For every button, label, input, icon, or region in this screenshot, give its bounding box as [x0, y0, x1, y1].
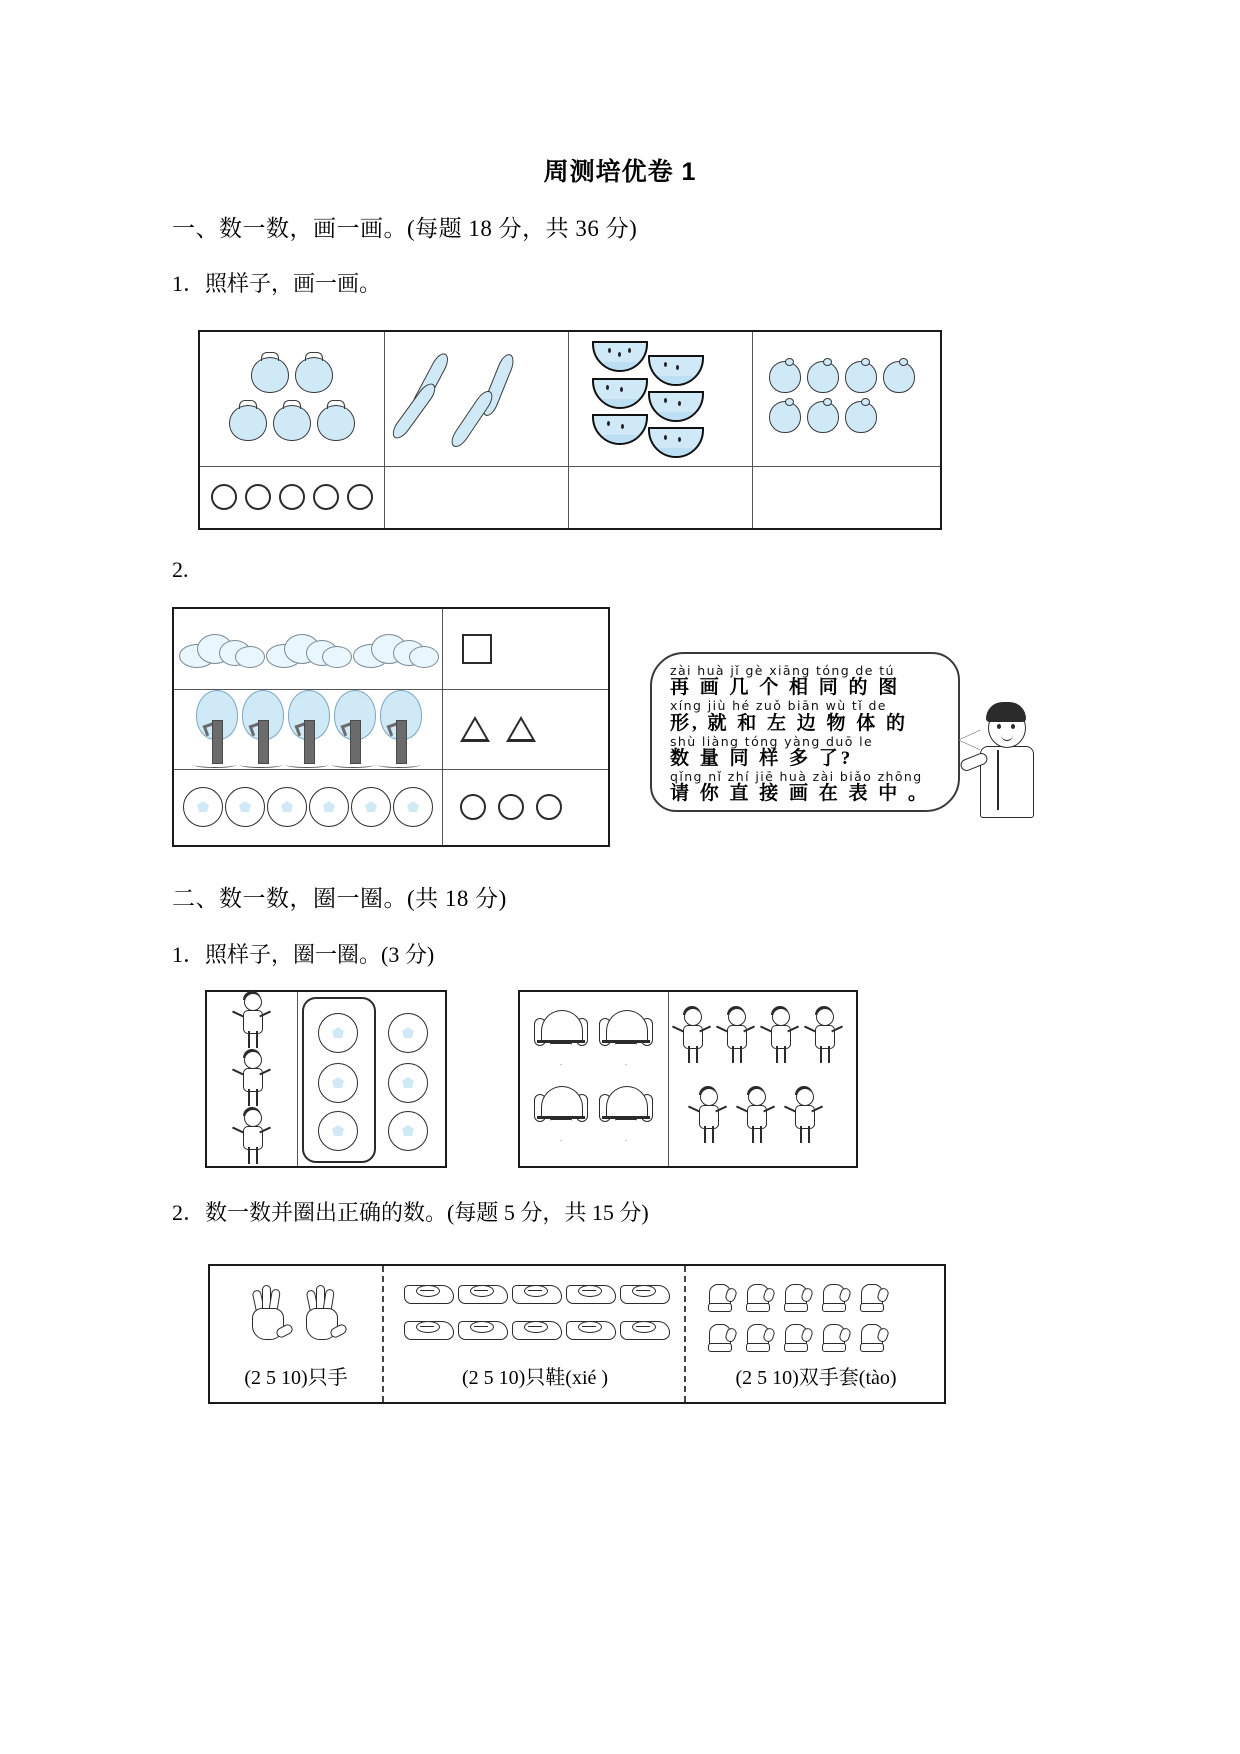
bubble-line-1	[670, 664, 944, 698]
q1-cell-tomatoes	[200, 332, 384, 466]
glove-icon	[706, 1276, 732, 1310]
shoe-icon	[458, 1316, 506, 1340]
kid-icon	[739, 1088, 773, 1144]
soccer-ball-icon	[388, 1063, 428, 1103]
hanzi-line-2: 形, 就 和 左 边 物 体 的	[670, 712, 909, 734]
group-b-kids[interactable]	[668, 992, 856, 1166]
soccer-ball-icon	[351, 787, 391, 827]
kid-icon	[807, 1008, 841, 1064]
kid-icon	[763, 1008, 797, 1064]
tree-icon	[240, 690, 284, 768]
question-1-1-heading: 1．照样子，画一画。	[172, 271, 382, 296]
glove-icon	[706, 1316, 732, 1350]
group-b-ice-creams	[520, 992, 668, 1166]
cloud-icon	[353, 632, 437, 666]
kid-icon	[719, 1008, 753, 1064]
dashed-divider	[684, 1266, 686, 1402]
bubble-line-2	[670, 699, 944, 733]
q2-2-options-shoes[interactable]: (2 5 10)只鞋(xié )	[461, 1366, 609, 1389]
soccer-ball-icon	[318, 1111, 358, 1151]
peach-icon	[769, 401, 801, 433]
glove-icon	[782, 1276, 808, 1310]
hand-icon	[246, 1284, 292, 1340]
section-heading-1: 一、数一数，画一画。(每题 18 分，共 36 分)	[172, 216, 638, 241]
watermelon-slice-icon	[648, 355, 704, 386]
tree-icon	[378, 690, 422, 768]
q1-answer-cell-4[interactable]	[752, 466, 942, 528]
q1-answer-cell-1[interactable]	[200, 466, 384, 528]
circle-shape	[245, 484, 271, 510]
tree-icon	[332, 690, 376, 768]
watermelon-slice-icon	[648, 427, 704, 458]
q2-cell-soccer-balls	[174, 769, 442, 845]
dashed-divider	[382, 1266, 384, 1402]
kid-icon	[235, 1051, 269, 1107]
circle-shape	[279, 484, 305, 510]
soccer-ball-icon	[388, 1111, 428, 1151]
ice-cream-icon	[534, 1086, 588, 1144]
q1-answer-cell-2[interactable]	[384, 466, 568, 528]
glove-icon	[858, 1316, 884, 1350]
triangle-shape	[506, 716, 536, 742]
kid-icon	[691, 1088, 725, 1144]
circle-shape	[536, 794, 562, 820]
glove-icon	[858, 1276, 884, 1310]
glove-icon	[820, 1276, 846, 1310]
pinyin-line-2: xíng jiù hé zuǒ biān wù tǐ de	[670, 698, 887, 714]
question-1-2-heading: 2.	[172, 557, 189, 582]
q1-cell-watermelons	[568, 332, 752, 466]
group-a-balls[interactable]	[297, 992, 445, 1166]
speech-bubble	[650, 652, 960, 812]
page-title: 周测培优卷 1	[543, 158, 697, 186]
q2-2-label-shoes-wrap[interactable]	[386, 1356, 684, 1394]
circle-shape	[313, 484, 339, 510]
q2-1-group-a	[205, 990, 447, 1168]
q2-2-label-gloves-wrap[interactable]	[688, 1356, 944, 1394]
square-shape	[462, 634, 492, 664]
hanzi-line-3: 数 量 同 样 多 了?	[670, 747, 854, 769]
q2-cell-trees	[174, 689, 442, 769]
circle-shape	[498, 794, 524, 820]
q2-2-label-hands-wrap[interactable]	[210, 1356, 382, 1394]
ice-cream-icon	[534, 1010, 588, 1068]
cucumber-icon	[448, 388, 497, 451]
q2-2-table	[208, 1264, 946, 1404]
soccer-ball-icon	[183, 787, 223, 827]
tomato-icon	[251, 357, 289, 393]
shoe-icon	[458, 1280, 506, 1304]
teacher-figure	[970, 700, 1050, 830]
shoe-icon	[566, 1316, 614, 1340]
question-2-1-heading: 1．照样子，圈一圈。(3 分)	[172, 942, 435, 967]
shoe-icon	[404, 1316, 452, 1340]
shoe-icon	[512, 1280, 560, 1304]
shoe-icon	[404, 1280, 452, 1304]
kid-icon	[235, 1109, 269, 1165]
soccer-ball-icon	[225, 787, 265, 827]
watermelon-slice-icon	[648, 391, 704, 422]
soccer-ball-icon	[393, 787, 433, 827]
glove-icon	[744, 1316, 770, 1350]
cloud-icon	[179, 632, 263, 666]
hand-icon	[300, 1284, 346, 1340]
bubble-line-3	[670, 735, 944, 769]
q2-cell-clouds	[174, 609, 442, 689]
pinyin-line-3: shù liàng tóng yàng duō le	[670, 733, 874, 749]
ice-cream-icon	[599, 1010, 653, 1068]
q1-answer-cell-3[interactable]	[568, 466, 752, 528]
soccer-ball-icon	[388, 1013, 428, 1053]
q2-1-group-b	[518, 990, 858, 1168]
shoe-icon	[620, 1316, 668, 1340]
section-heading-2: 二、数一数，圈一圈。(共 18 分)	[172, 886, 507, 911]
ice-cream-icon	[599, 1086, 653, 1144]
tomato-icon	[229, 405, 267, 441]
q1-cell-peaches	[752, 332, 942, 466]
circle-shape	[211, 484, 237, 510]
glove-icon	[782, 1316, 808, 1350]
watermelon-slice-icon	[592, 341, 648, 372]
tomato-icon	[273, 405, 311, 441]
shoe-icon	[620, 1280, 668, 1304]
q2-answer-cell-trees[interactable]	[442, 689, 628, 769]
peach-icon	[807, 401, 839, 433]
peach-icon	[845, 361, 877, 393]
kid-icon	[235, 993, 269, 1049]
q2-2-cell-hands	[210, 1270, 382, 1354]
q2-table	[172, 607, 610, 847]
q2-answer-cell-soccer-balls[interactable]	[442, 769, 628, 845]
q2-2-options-hands[interactable]: (2 5 10)只手	[244, 1366, 348, 1389]
kid-icon	[787, 1088, 821, 1144]
circle-shape	[347, 484, 373, 510]
hanzi-line-1: 再 画 几 个 相 同 的 图	[670, 677, 901, 699]
peach-icon	[807, 361, 839, 393]
tomato-icon	[317, 405, 355, 441]
shoe-icon	[566, 1280, 614, 1304]
glove-icon	[744, 1276, 770, 1310]
pinyin-line-1: zài huà jǐ gè xiāng tóng de tú	[670, 663, 895, 678]
peach-icon	[845, 401, 877, 433]
hanzi-line-4: 请 你 直 接 画 在 表 中 。	[670, 783, 931, 805]
soccer-ball-icon	[318, 1013, 358, 1053]
peach-icon	[769, 361, 801, 393]
q2-answer-cell-clouds[interactable]	[442, 609, 630, 689]
tree-icon	[194, 690, 238, 768]
watermelon-slice-icon	[592, 378, 648, 409]
q2-2-cell-gloves	[688, 1270, 944, 1354]
q1-table	[198, 330, 942, 530]
q1-cell-cucumbers	[384, 332, 568, 466]
group-a-kids	[207, 992, 297, 1166]
soccer-ball-icon	[318, 1063, 358, 1103]
cucumber-icon	[389, 380, 439, 442]
q2-2-cell-shoes	[386, 1270, 684, 1354]
pinyin-line-4: qǐng nǐ zhí jiē huà zài biǎo zhōng	[670, 769, 923, 785]
kid-icon	[675, 1008, 709, 1064]
tree-icon	[286, 690, 330, 768]
q2-2-options-gloves[interactable]: (2 5 10)双手套(tào)	[735, 1366, 897, 1389]
peach-icon	[883, 361, 915, 393]
soccer-ball-icon	[267, 787, 307, 827]
triangle-shape	[460, 716, 490, 742]
question-2-2-heading: 2．数一数并圈出正确的数。(每题 5 分，共 15 分)	[172, 1200, 649, 1225]
watermelon-slice-icon	[592, 414, 648, 445]
cloud-icon	[266, 632, 350, 666]
glove-icon	[820, 1316, 846, 1350]
shoe-icon	[512, 1316, 560, 1340]
soccer-ball-icon	[309, 787, 349, 827]
circle-shape	[460, 794, 486, 820]
bubble-line-4	[670, 770, 944, 804]
tomato-icon	[295, 357, 333, 393]
